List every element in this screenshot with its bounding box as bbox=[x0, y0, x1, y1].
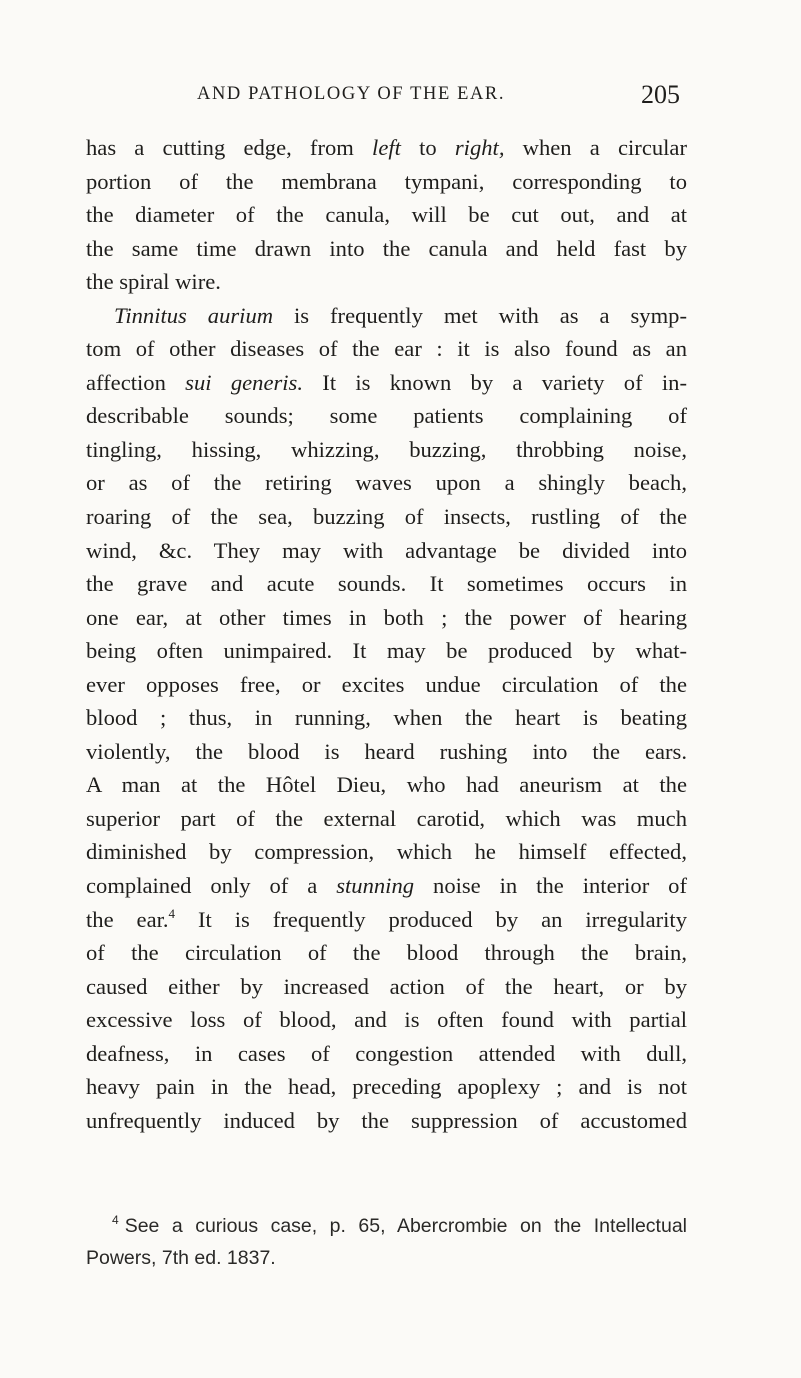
text-line: caused either by increased action of the heart, or by bbox=[86, 973, 687, 999]
text-line: wind, &c. They may with advantage be divided into bbox=[86, 537, 687, 563]
footnote-marker: 4 bbox=[112, 1213, 119, 1227]
paragraph-start-line: Tinnitus aurium is frequently met with as a symp- bbox=[114, 302, 687, 328]
text-line: the grave and acute sounds. It sometimes occurs in bbox=[86, 571, 687, 597]
text-line: unfrequently induced by the suppression of accustomed bbox=[86, 1107, 687, 1133]
footnote-line: Powers, 7th ed. 1837. bbox=[86, 1247, 276, 1269]
text-line: the ear.$^4$ It is frequently produced by an irregularity bbox=[86, 905, 687, 932]
text-line: ever opposes free, or excites undue circulation of the bbox=[86, 671, 687, 697]
text-line: the diameter of the canula, will be cut out, and at bbox=[86, 202, 687, 228]
italic-term: stunning bbox=[336, 873, 415, 899]
text-line: tom of other diseases of the ear : it is also found as an bbox=[86, 336, 687, 362]
footnote bbox=[86, 1210, 687, 1274]
text-line: complained only of a stunning noise in the interior of bbox=[86, 873, 687, 899]
text-line: affection sui generis. It is known by a variety of in- bbox=[86, 369, 687, 395]
body-text bbox=[86, 131, 687, 1137]
text-line: violently, the blood is heard rushing into the ears. bbox=[86, 738, 687, 764]
text-line: excessive loss of blood, and is often found with partial bbox=[86, 1007, 687, 1033]
text-line: A man at the Hôtel Dieu, who had aneurism at the bbox=[86, 772, 687, 798]
running-head bbox=[140, 80, 680, 116]
text-line: heavy pain in the head, preceding apoplexy ; and is not bbox=[86, 1074, 687, 1100]
text-line: portion of the membrana tympani, corresponding to bbox=[86, 168, 687, 194]
text-line: superior part of the external carotid, which was much bbox=[86, 805, 687, 831]
text-line: roaring of the sea, buzzing of insects, rustling of the bbox=[86, 504, 687, 530]
running-title: AND PATHOLOGY OF THE EAR. bbox=[197, 84, 506, 104]
footnote-reference: 4 bbox=[168, 905, 176, 921]
italic-term: sui generis. bbox=[185, 369, 303, 395]
text-line: the same time drawn into the canula and held fast by bbox=[86, 235, 687, 261]
text-line: diminished by compression, which he himself effected, bbox=[86, 839, 687, 865]
text-line: of the circulation of the blood through the brain, bbox=[86, 940, 687, 966]
text-line: has a cutting edge, from left to right, when a circular bbox=[86, 135, 687, 160]
text-line: the spiral wire. bbox=[86, 269, 221, 295]
text-line: blood ; thus, in running, when the heart is beating bbox=[86, 705, 687, 731]
text-line: one ear, at other times in both ; the power of hearing bbox=[86, 604, 687, 630]
text-line: being often unimpaired. It may be produced by what- bbox=[86, 638, 687, 664]
text-line: or as of the retiring waves upon a shingly beach, bbox=[86, 470, 687, 496]
text-line: tingling, hissing, whizzing, buzzing, throbbing noise, bbox=[86, 436, 687, 462]
footnote-line: $^4$ See a curious case, p. 65, Abercrombie on the Intellectual bbox=[112, 1213, 687, 1237]
page-number: 205 bbox=[641, 80, 680, 109]
italic-term: Tinnitus aurium bbox=[114, 302, 274, 328]
text-line: describable sounds; some patients complaining of bbox=[86, 403, 687, 429]
text-line: deafness, in cases of congestion attended with dull, bbox=[86, 1040, 687, 1066]
